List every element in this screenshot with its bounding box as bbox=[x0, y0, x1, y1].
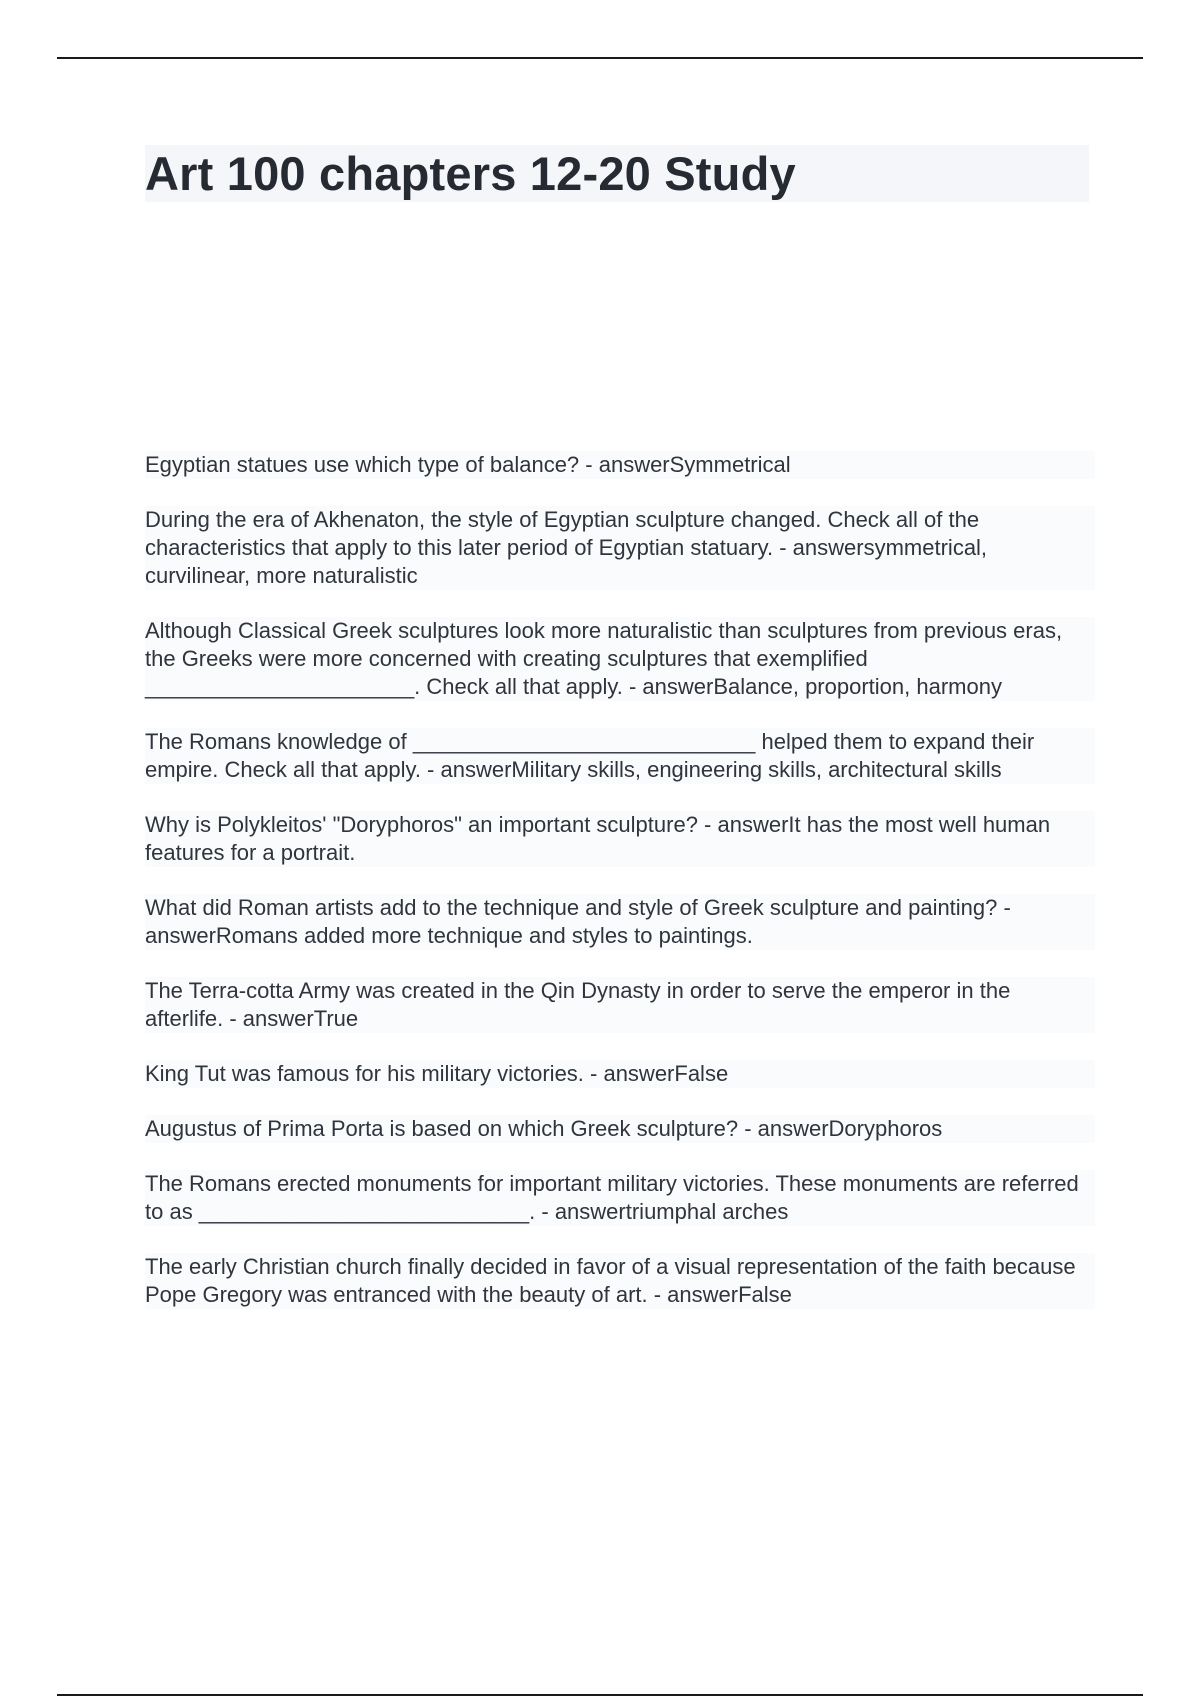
qa-item bbox=[145, 1253, 1095, 1309]
page-title: Art 100 chapters 12-20 Study bbox=[145, 147, 796, 200]
qa-text: Augustus of Prima Porta is based on which Greek sculpture? - answerDoryphoros bbox=[145, 1116, 943, 1141]
qa-text: Egyptian statues use which type of balance? - answerSymmetrical bbox=[145, 452, 791, 477]
qa-item bbox=[145, 451, 1095, 479]
qa-text: King Tut was famous for his military victories. - answerFalse bbox=[145, 1061, 729, 1086]
qa-text: The Romans knowledge of ____________________________ helped them to expand their empire. Check all that apply. - answerMilitary skills, engineering skills, architectural skills bbox=[145, 729, 1041, 782]
qa-item bbox=[145, 506, 1095, 590]
top-rule bbox=[57, 57, 1143, 59]
qa-text: Why is Polykleitos' "Doryphoros" an important sculpture? - answerIt has the most well human features for a portrait. bbox=[145, 812, 1057, 865]
qa-item bbox=[145, 1170, 1095, 1226]
qa-item bbox=[145, 894, 1095, 950]
qa-item bbox=[145, 811, 1095, 867]
qa-text: The early Christian church finally decided in favor of a visual representation of the faith because Pope Gregory was entranced with the beauty of art. - answerFalse bbox=[145, 1254, 1082, 1307]
qa-item bbox=[145, 977, 1095, 1033]
qa-item bbox=[145, 1060, 1095, 1088]
qa-item bbox=[145, 1115, 1095, 1143]
qa-text: During the era of Akhenaton, the style of Egyptian sculpture changed. Check all of the characteristics that apply to this later period of Egyptian statuary. - answersymmetrical, curvilinear, more naturalistic bbox=[145, 507, 994, 588]
qa-text: The Terra-cotta Army was created in the Qin Dynasty in order to serve the emperor in the afterlife. - answerTrue bbox=[145, 978, 1017, 1031]
qa-item bbox=[145, 728, 1095, 784]
qa-text: The Romans erected monuments for important military victories. These monuments are referred to as ___________________________. - answertriumphal arches bbox=[145, 1171, 1085, 1224]
qa-text: Although Classical Greek sculptures look more naturalistic than sculptures from previous eras, the Greeks were more concerned with creating sculptures that exemplified ______________________. Check all that apply. - answerBalance, proportion, harmony bbox=[145, 618, 1069, 699]
bottom-rule bbox=[57, 1694, 1143, 1696]
question-answer-list bbox=[145, 451, 1095, 1336]
qa-item bbox=[145, 617, 1095, 701]
qa-text: What did Roman artists add to the technique and style of Greek sculpture and painting? - answerRomans added more technique and styles to paintings. bbox=[145, 895, 1017, 948]
